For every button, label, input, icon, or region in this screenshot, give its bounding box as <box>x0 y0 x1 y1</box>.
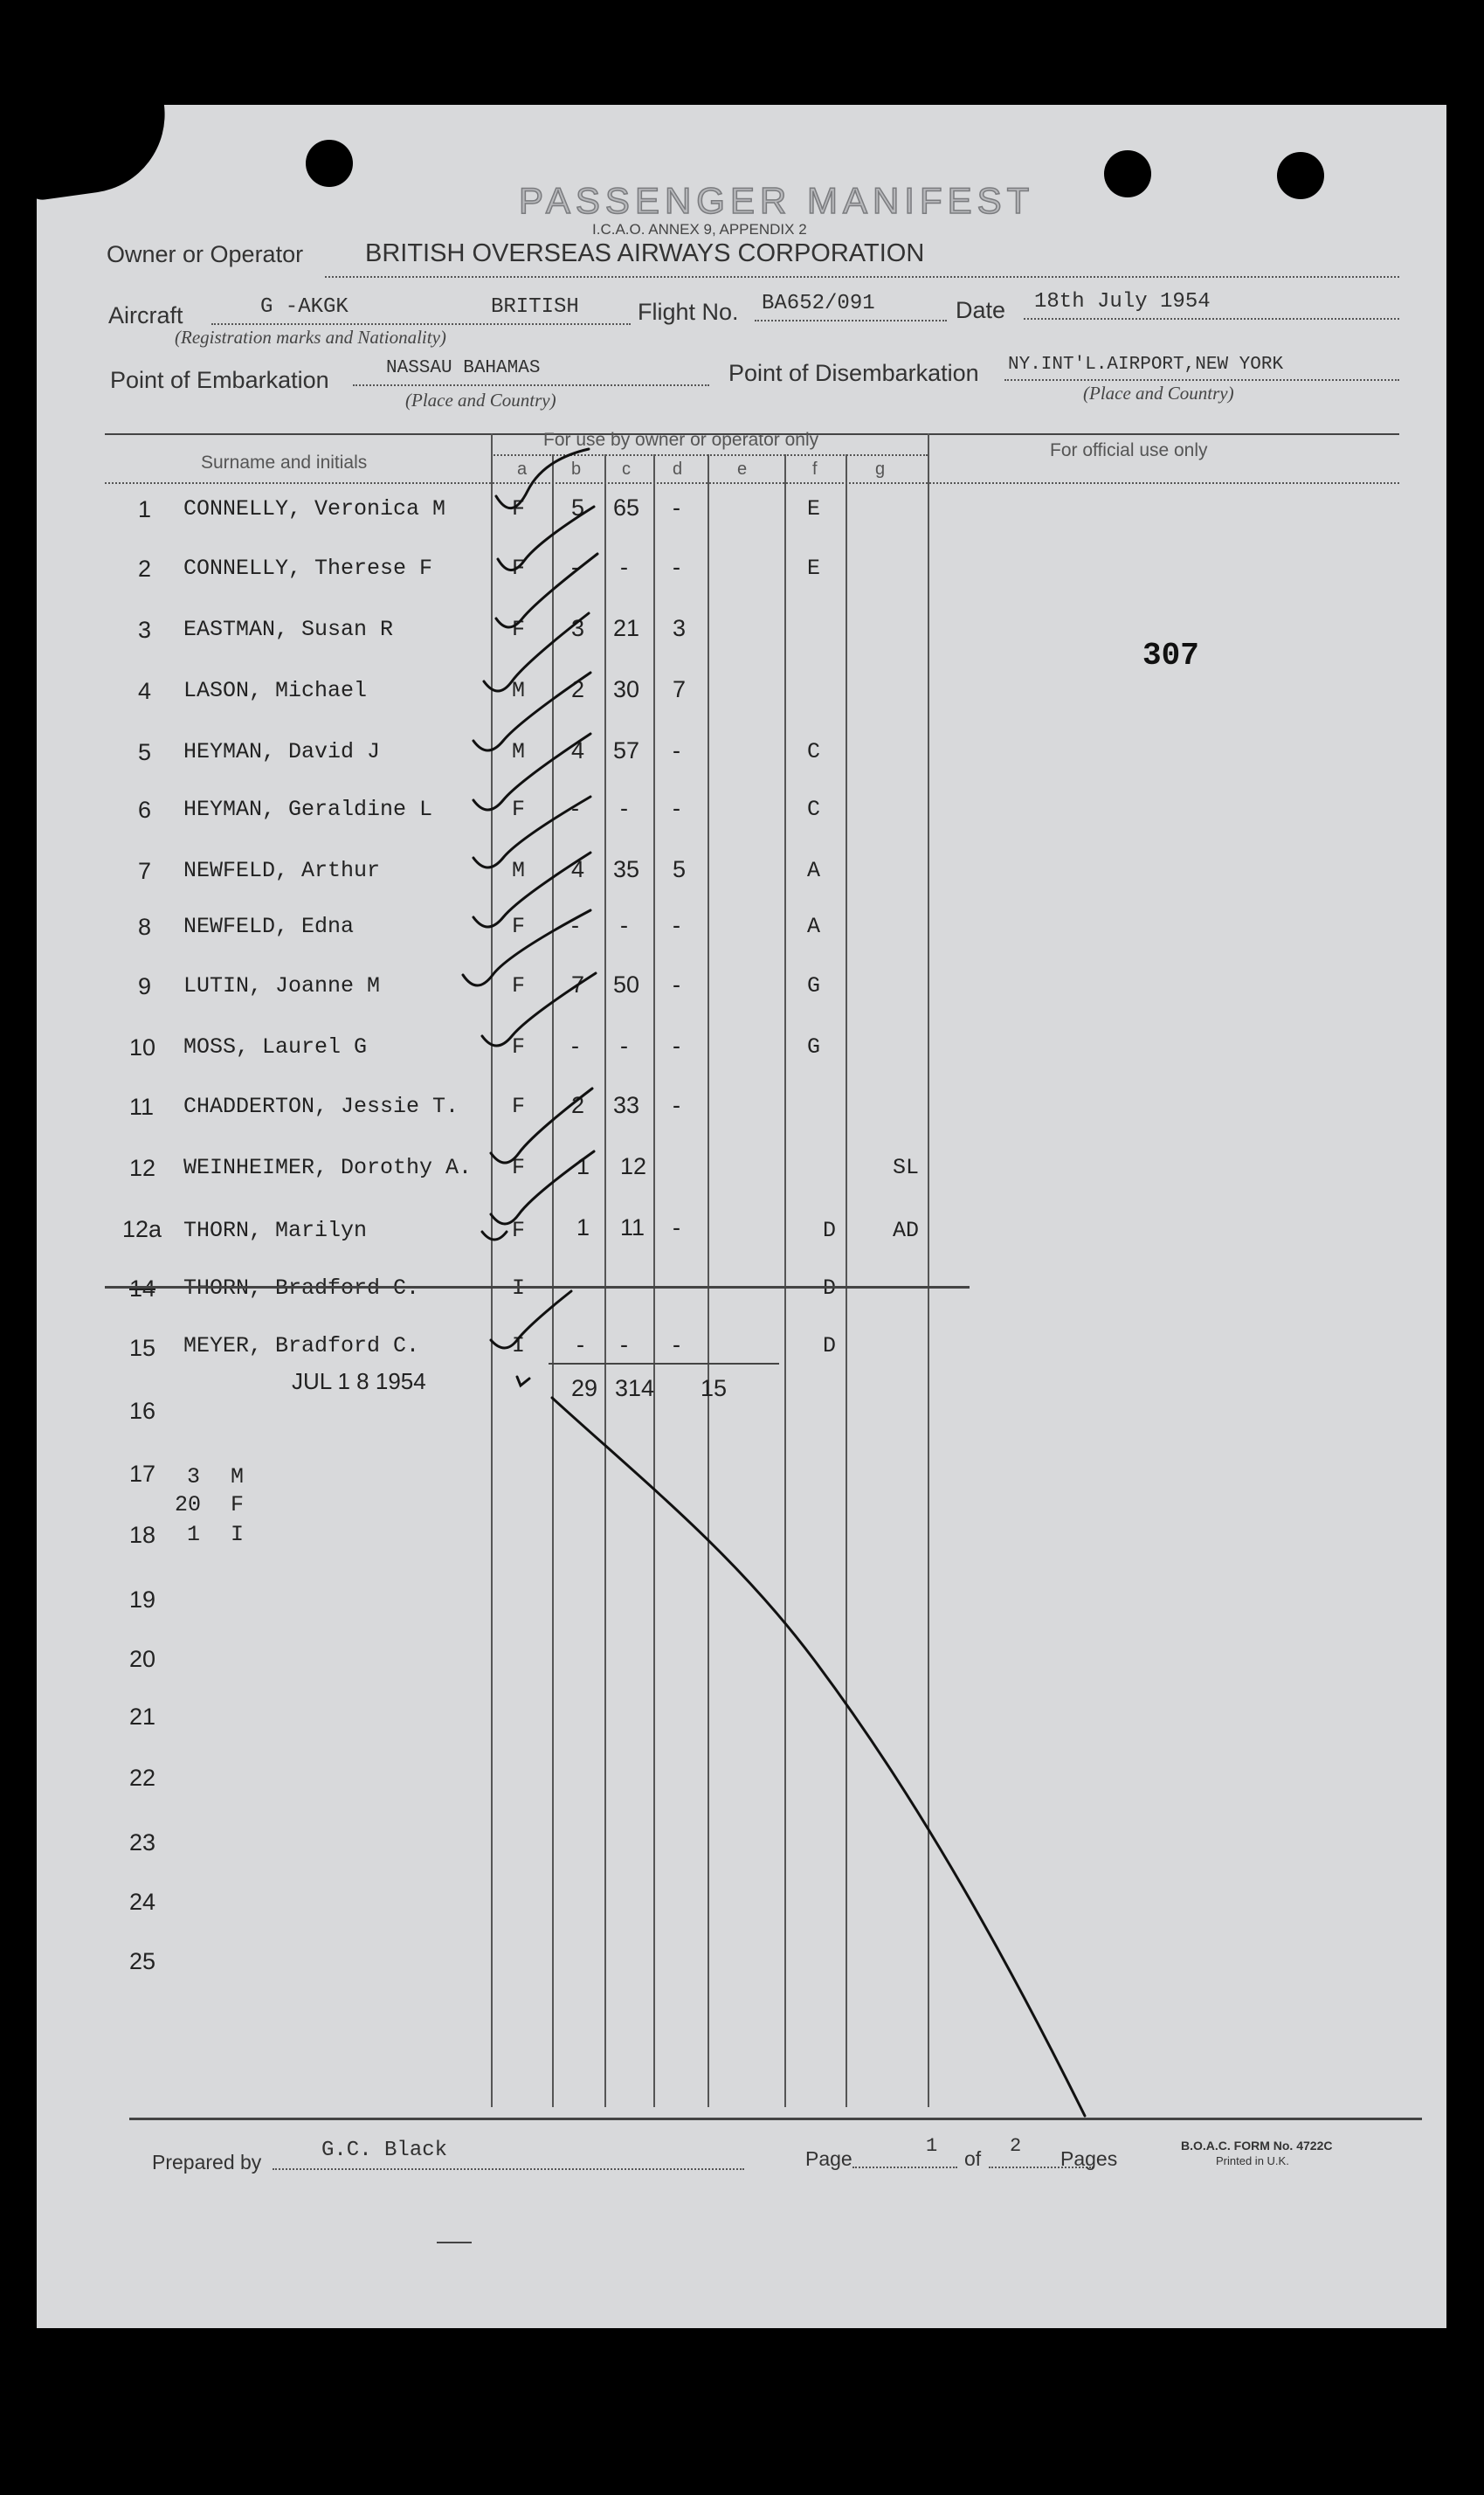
row-number: 7 <box>138 858 152 884</box>
nationality-value: BRITISH <box>491 295 579 319</box>
row-number: 19 <box>129 1586 156 1613</box>
cell-d: - <box>673 795 680 821</box>
cell-a: F <box>512 1155 526 1180</box>
passenger-name: LUTIN, Joanne M <box>183 973 381 999</box>
cell-f: D <box>823 1333 837 1358</box>
cell-c: 50 <box>613 971 640 998</box>
cell-d: - <box>673 1092 680 1118</box>
col-f-header: f <box>812 460 818 479</box>
cell-a: F <box>512 973 526 999</box>
summary-code: I <box>231 1522 245 1547</box>
embark-label: Point of Embarkation <box>110 367 329 393</box>
summary-count: 1 <box>187 1522 201 1547</box>
cell-f: G <box>807 973 821 999</box>
cell-d: 5 <box>673 856 687 882</box>
owner-label: Owner or Operator <box>107 241 304 267</box>
passenger-name: MEYER, Bradford C. <box>183 1333 420 1358</box>
row-number: 21 <box>129 1704 156 1730</box>
form-subtitle: I.C.A.O. ANNEX 9, APPENDIX 2 <box>592 221 807 238</box>
cell-c: 65 <box>613 494 640 521</box>
flight-value: BA652/091 <box>762 292 875 315</box>
cell-f: E <box>807 556 821 581</box>
aircraft-label: Aircraft <box>108 302 183 328</box>
cell-b: 1 <box>576 1153 590 1179</box>
cell-b: - <box>571 554 579 580</box>
date-label: Date <box>956 297 1006 323</box>
passenger-name: THORN, Marilyn <box>183 1218 368 1243</box>
cell-c: - <box>620 1033 628 1059</box>
row-number: 5 <box>138 739 152 765</box>
cell-c: - <box>620 912 628 938</box>
row-number: 18 <box>129 1522 156 1548</box>
disembark-label: Point of Disembarkation <box>728 360 979 386</box>
form-title: PASSENGER MANIFEST <box>519 180 1035 221</box>
name-header: Surname and initials <box>201 453 368 473</box>
cell-f: A <box>807 914 821 939</box>
date-value: 18th July 1954 <box>1034 290 1211 314</box>
page-label: Page <box>805 2147 852 2170</box>
row-number: 22 <box>129 1765 156 1791</box>
row-number: 16 <box>129 1398 156 1424</box>
summary-code: F <box>231 1492 245 1517</box>
official-header: For official use only <box>1050 440 1208 460</box>
summary-code: M <box>231 1464 245 1489</box>
row-number: 4 <box>138 678 152 704</box>
cell-b: 1 <box>576 1214 590 1241</box>
row-number: 25 <box>129 1948 156 1974</box>
passenger-name: NEWFELD, Edna <box>183 914 355 939</box>
cell-g: SL <box>893 1155 920 1180</box>
cell-f: A <box>807 858 821 883</box>
cell-b: 3 <box>571 615 585 641</box>
passenger-name: MOSS, Laurel G <box>183 1034 368 1060</box>
summary-count: 3 <box>187 1464 201 1489</box>
cell-f: D <box>823 1218 837 1243</box>
cell-b: - <box>571 1033 579 1059</box>
col-e-header: e <box>737 460 748 479</box>
row-number: 23 <box>129 1829 156 1856</box>
row-number: 15 <box>129 1335 156 1361</box>
row-number: 14 <box>129 1275 156 1302</box>
passenger-name: NEWFELD, Arthur <box>183 858 381 883</box>
cell-c: 21 <box>613 615 640 641</box>
cell-a: F <box>512 1094 526 1119</box>
passenger-name: CONNELLY, Therese F <box>183 556 433 581</box>
row-number: 24 <box>129 1889 156 1915</box>
cell-c: 30 <box>613 676 640 702</box>
cell-d: - <box>673 912 680 938</box>
row-number: 6 <box>138 797 152 823</box>
row-number: 17 <box>129 1461 156 1487</box>
row-number: 9 <box>138 973 152 999</box>
embark-value: NASSAU BAHAMAS <box>386 358 541 378</box>
cell-a: F <box>512 914 526 939</box>
cell-d: 3 <box>673 615 687 641</box>
passenger-name: WEINHEIMER, Dorothy A. <box>183 1155 473 1180</box>
row-number: 1 <box>138 496 152 522</box>
cell-d: 7 <box>673 676 687 702</box>
cell-a: F <box>512 1218 526 1243</box>
row-number: 10 <box>129 1034 156 1061</box>
aircraft-value: G -AKGK <box>260 295 349 319</box>
cell-a: M <box>512 739 526 764</box>
row-number: 12 <box>129 1155 156 1181</box>
flight-label: Flight No. <box>638 299 739 325</box>
cell-b: 7 <box>571 971 585 998</box>
row-number: 8 <box>138 914 152 940</box>
cell-b: 5 <box>571 494 585 521</box>
owner-value: BRITISH OVERSEAS AIRWAYS CORPORATION <box>365 239 925 267</box>
disembark-note: (Place and Country) <box>1083 383 1234 404</box>
cell-a: F <box>512 556 526 581</box>
row-number: 3 <box>138 617 152 643</box>
col-d-header: d <box>673 460 683 479</box>
cell-b: - <box>576 1331 584 1358</box>
owner-use-header: For use by owner or operator only <box>543 430 819 450</box>
manifest-sheet <box>37 105 1446 2328</box>
cell-g: AD <box>893 1218 920 1243</box>
cell-c: 35 <box>613 856 640 882</box>
of-value: 2 <box>1010 2135 1022 2157</box>
cell-a: I <box>512 1333 526 1358</box>
row-number: 11 <box>129 1094 155 1120</box>
passenger-name: LASON, Michael <box>183 678 368 703</box>
passenger-name: HEYMAN, Geraldine L <box>183 797 433 822</box>
cell-b: 2 <box>571 1092 585 1118</box>
aircraft-note: (Registration marks and Nationality) <box>175 327 446 348</box>
cell-d: - <box>673 737 680 764</box>
cell-c: - <box>620 554 628 580</box>
total-d: 15 <box>701 1375 728 1401</box>
received-date-stamp: JUL 1 8 1954 <box>292 1368 426 1394</box>
cell-b: - <box>571 912 579 938</box>
cell-b: - <box>571 795 579 821</box>
cell-d: - <box>673 1033 680 1059</box>
disembark-value: NY.INT'L.AIRPORT,NEW YORK <box>1008 355 1284 375</box>
col-a-header: a <box>517 460 528 479</box>
cell-d: - <box>673 971 680 998</box>
page-value: 1 <box>926 2135 938 2157</box>
col-g-header: g <box>875 460 886 479</box>
cell-b: 2 <box>571 676 585 702</box>
cell-d: - <box>673 1214 680 1241</box>
col-c-header: c <box>622 460 631 479</box>
cell-a: F <box>512 797 526 822</box>
summary-count: 20 <box>175 1492 202 1517</box>
cell-c: 57 <box>613 737 640 764</box>
cell-b: 4 <box>571 856 585 882</box>
cell-a: M <box>512 858 526 883</box>
row-number: 12a <box>122 1216 162 1242</box>
of-label: of <box>964 2147 982 2170</box>
cell-a: F <box>512 617 526 642</box>
row-number: 20 <box>129 1646 156 1672</box>
cell-d: - <box>673 554 680 580</box>
cell-c: 12 <box>620 1153 647 1179</box>
cell-c: 11 <box>620 1214 645 1241</box>
cell-a: F <box>512 496 526 522</box>
cell-b: 4 <box>571 737 585 764</box>
cell-d: - <box>673 1331 680 1358</box>
pages-label: Pages <box>1060 2147 1118 2170</box>
cell-f: C <box>807 739 821 764</box>
prepared-value: G.C. Black <box>321 2139 448 2162</box>
form-code: B.O.A.C. FORM No. 4722C <box>1181 2139 1333 2153</box>
passenger-name: HEYMAN, David J <box>183 739 381 764</box>
cell-a: M <box>512 678 526 703</box>
passenger-name: CHADDERTON, Jessie T. <box>183 1094 459 1119</box>
passenger-name: CONNELLY, Veronica M <box>183 496 446 522</box>
cell-a: F <box>512 1034 526 1060</box>
official-number: 307 <box>1142 638 1199 674</box>
cell-c: 33 <box>613 1092 640 1118</box>
cell-f: G <box>807 1034 821 1060</box>
total-c: 314 <box>615 1375 655 1401</box>
printed-note: Printed in U.K. <box>1216 2154 1289 2167</box>
col-b-header: b <box>571 460 582 479</box>
embark-note: (Place and Country) <box>405 390 556 411</box>
cell-f: C <box>807 797 821 822</box>
cell-d: - <box>673 494 680 521</box>
prepared-label: Prepared by <box>152 2151 262 2174</box>
cell-f: E <box>807 496 821 522</box>
cell-a: I <box>512 1275 526 1301</box>
cell-c: - <box>620 795 628 821</box>
handwritten-check-marks <box>37 105 1446 2328</box>
cell-c: - <box>620 1331 628 1358</box>
cell-f: D <box>823 1275 837 1301</box>
row-number: 2 <box>138 556 152 582</box>
passenger-name: EASTMAN, Susan R <box>183 617 394 642</box>
total-b: 29 <box>571 1375 598 1401</box>
passenger-name-struck: THORN, Bradford C. <box>183 1275 420 1301</box>
